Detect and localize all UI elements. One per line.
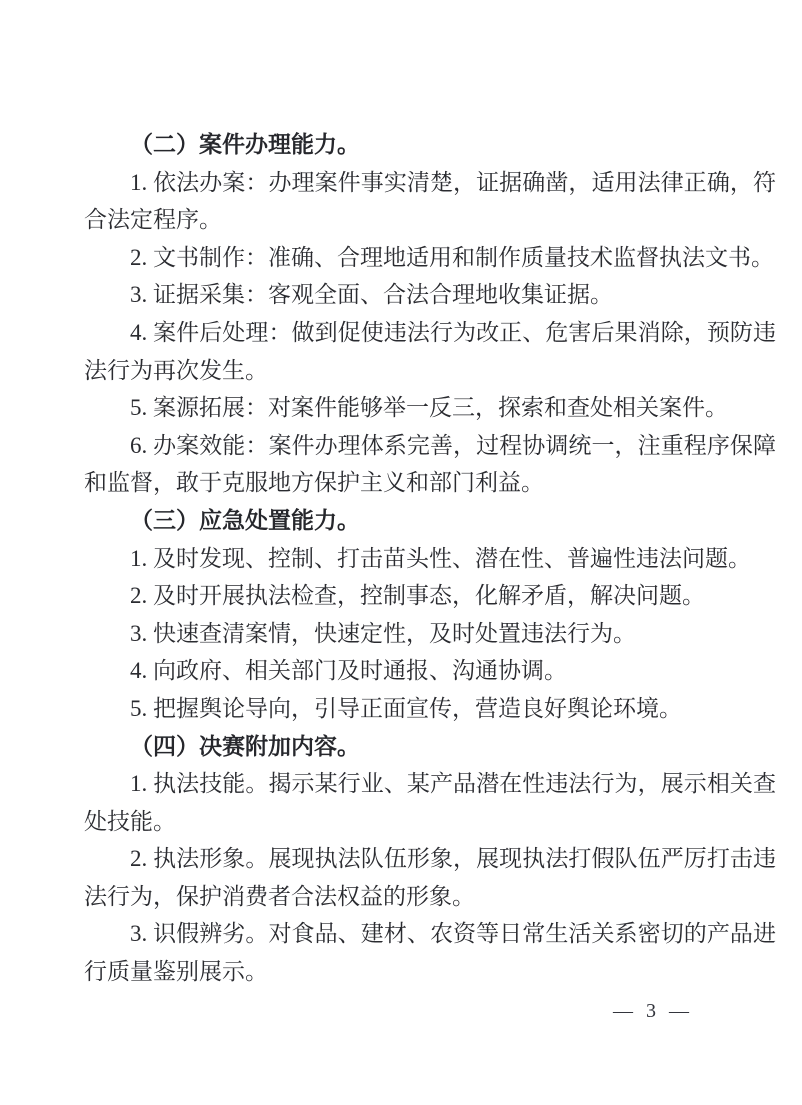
paragraph: 2. 执法形象。展现执法队伍形象，展现执法打假队伍严厉打击违法行为，保护消费者合法权益的形象。 <box>84 846 776 909</box>
section-heading: （二）案件办理能力。 <box>130 132 360 157</box>
paragraph: 5. 把握舆论导向，引导正面宣传，营造良好舆论环境。 <box>130 695 682 721</box>
paragraph: 1. 及时发现、控制、打击苗头性、潜在性、普遍性违法问题。 <box>130 545 751 571</box>
paragraph: 4. 案件后处理：做到促使违法行为改正、危害后果消除，预防违法行为再次发生。 <box>84 319 776 383</box>
document-body <box>84 126 776 991</box>
paragraph: 3. 识假辨劣。对食品、建材、农资等日常生活关系密切的产品进行质量鉴别展示。 <box>84 921 776 985</box>
paragraph: 1. 依法办案：办理案件事实清楚，证据确凿，适用法律正确，符合法定程序。 <box>84 169 776 233</box>
paragraph: 6. 办案效能：案件办理体系完善，过程协调统一，注重程序保障和监督，敢于克服地方保护主义和部门利益。 <box>84 432 776 496</box>
paragraph: 4. 向政府、相关部门及时通报、沟通协调。 <box>130 658 567 684</box>
page-footer <box>0 1000 802 1023</box>
section-heading: （四）决赛附加内容。 <box>130 733 360 759</box>
paragraph: 3. 快速查清案情，快速定性，及时处置违法行为。 <box>130 620 636 646</box>
paragraph: 1. 执法技能。揭示某行业、某产品潜在性违法行为，展示相关查处技能。 <box>84 771 776 834</box>
paragraph: 2. 文书制作：准确、合理地适用和制作质量技术监督执法文书。 <box>130 244 774 270</box>
page-number: — 3 — <box>613 1000 690 1022</box>
paragraph: 3. 证据采集：客观全面、合法合理地收集证据。 <box>130 282 613 308</box>
paragraph: 2. 及时开展执法检查，控制事态，化解矛盾，解决问题。 <box>130 583 705 609</box>
paragraph: 5. 案源拓展：对案件能够举一反三，探索和查处相关案件。 <box>130 395 728 421</box>
section-heading: （三）应急处置能力。 <box>130 507 360 533</box>
